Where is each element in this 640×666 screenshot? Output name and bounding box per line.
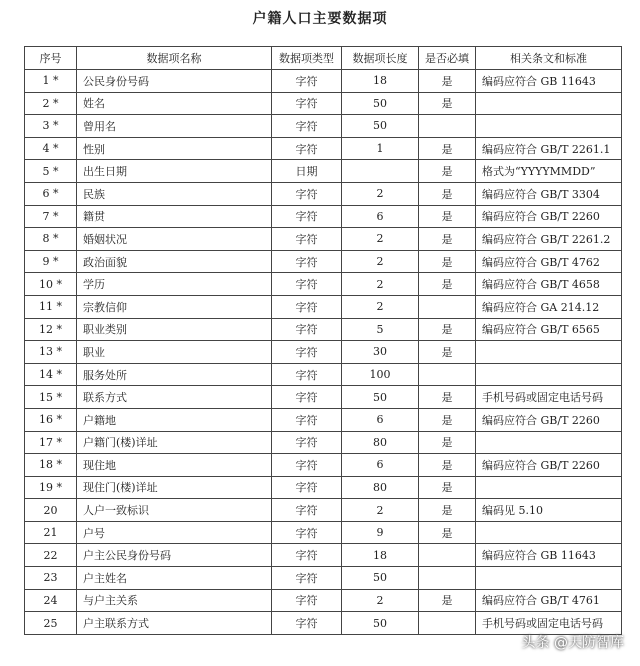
cell-required: 是 <box>419 137 476 160</box>
cell-length: 2 <box>342 250 419 273</box>
cell-no: 19 * <box>25 476 77 499</box>
cell-name: 联系方式 <box>77 386 272 409</box>
cell-no: 17 * <box>25 431 77 454</box>
cell-standard: 编码应符合 GB/T 2261.1 <box>476 137 622 160</box>
cell-required: 是 <box>419 408 476 431</box>
cell-required: 是 <box>419 228 476 251</box>
cell-required: 是 <box>419 386 476 409</box>
table-row <box>25 567 622 590</box>
cell-standard <box>476 431 622 454</box>
cell-name: 公民身份号码 <box>77 70 272 93</box>
cell-standard <box>476 521 622 544</box>
header-no: 序号 <box>25 47 77 70</box>
data-items-table <box>24 46 622 635</box>
cell-standard: 编码应符合 GB/T 4761 <box>476 589 622 612</box>
cell-required: 是 <box>419 205 476 228</box>
cell-type: 字符 <box>272 589 342 612</box>
cell-name: 职业 <box>77 341 272 364</box>
cell-length: 50 <box>342 92 419 115</box>
table-row <box>25 476 622 499</box>
cell-name: 户主联系方式 <box>77 612 272 635</box>
cell-standard: 编码应符合 GB/T 2261.2 <box>476 228 622 251</box>
cell-name: 户主公民身份号码 <box>77 544 272 567</box>
cell-required <box>419 115 476 138</box>
cell-type: 日期 <box>272 160 342 183</box>
cell-name: 户籍门(楼)详址 <box>77 431 272 454</box>
cell-type: 字符 <box>272 92 342 115</box>
cell-type: 字符 <box>272 341 342 364</box>
cell-type: 字符 <box>272 612 342 635</box>
cell-required <box>419 544 476 567</box>
cell-required: 是 <box>419 92 476 115</box>
cell-type: 字符 <box>272 228 342 251</box>
cell-required: 是 <box>419 70 476 93</box>
cell-required: 是 <box>419 476 476 499</box>
cell-standard: 格式为“YYYYMMDD” <box>476 160 622 183</box>
cell-type: 字符 <box>272 431 342 454</box>
cell-name: 宗教信仰 <box>77 295 272 318</box>
cell-length: 5 <box>342 318 419 341</box>
cell-standard <box>476 115 622 138</box>
cell-standard: 编码应符合 GB/T 3304 <box>476 182 622 205</box>
cell-type: 字符 <box>272 363 342 386</box>
cell-type: 字符 <box>272 499 342 522</box>
cell-name: 与户主关系 <box>77 589 272 612</box>
table-row <box>25 273 622 296</box>
table-row <box>25 431 622 454</box>
cell-no: 20 <box>25 499 77 522</box>
cell-name: 服务处所 <box>77 363 272 386</box>
cell-no: 18 * <box>25 454 77 477</box>
cell-required: 是 <box>419 431 476 454</box>
table-row <box>25 318 622 341</box>
cell-required <box>419 295 476 318</box>
cell-required: 是 <box>419 273 476 296</box>
table-row <box>25 115 622 138</box>
cell-length: 50 <box>342 567 419 590</box>
cell-type: 字符 <box>272 273 342 296</box>
cell-length: 100 <box>342 363 419 386</box>
cell-standard: 编码应符合 GB 11643 <box>476 70 622 93</box>
cell-required: 是 <box>419 589 476 612</box>
cell-length: 80 <box>342 476 419 499</box>
cell-no: 11 * <box>25 295 77 318</box>
cell-standard <box>476 476 622 499</box>
cell-standard <box>476 363 622 386</box>
cell-standard <box>476 341 622 364</box>
cell-no: 6 * <box>25 182 77 205</box>
cell-length: 50 <box>342 115 419 138</box>
cell-length: 6 <box>342 408 419 431</box>
cell-required: 是 <box>419 318 476 341</box>
cell-type: 字符 <box>272 137 342 160</box>
cell-type: 字符 <box>272 250 342 273</box>
cell-name: 婚姻状况 <box>77 228 272 251</box>
cell-length: 2 <box>342 273 419 296</box>
table-row <box>25 341 622 364</box>
cell-standard: 编码应符合 GB 11643 <box>476 544 622 567</box>
table-row <box>25 228 622 251</box>
cell-length: 2 <box>342 182 419 205</box>
cell-standard: 编码应符合 GB/T 2260 <box>476 454 622 477</box>
cell-no: 21 <box>25 521 77 544</box>
cell-name: 人户一致标识 <box>77 499 272 522</box>
table-row <box>25 499 622 522</box>
cell-length <box>342 160 419 183</box>
cell-no: 22 <box>25 544 77 567</box>
header-standard: 相关条文和标准 <box>476 47 622 70</box>
cell-no: 16 * <box>25 408 77 431</box>
cell-no: 7 * <box>25 205 77 228</box>
cell-type: 字符 <box>272 521 342 544</box>
cell-length: 6 <box>342 205 419 228</box>
table-row <box>25 544 622 567</box>
cell-length: 2 <box>342 589 419 612</box>
cell-length: 80 <box>342 431 419 454</box>
header-name: 数据项名称 <box>77 47 272 70</box>
cell-name: 职业类别 <box>77 318 272 341</box>
cell-no: 23 <box>25 567 77 590</box>
cell-no: 25 <box>25 612 77 635</box>
cell-length: 18 <box>342 544 419 567</box>
cell-name: 户号 <box>77 521 272 544</box>
cell-required: 是 <box>419 182 476 205</box>
cell-length: 6 <box>342 454 419 477</box>
cell-standard: 手机号码或固定电话号码 <box>476 612 622 635</box>
header-type: 数据项类型 <box>272 47 342 70</box>
cell-name: 户籍地 <box>77 408 272 431</box>
cell-standard: 编码应符合 GB/T 6565 <box>476 318 622 341</box>
cell-no: 13 * <box>25 341 77 364</box>
cell-standard: 编码见 5.10 <box>476 499 622 522</box>
cell-type: 字符 <box>272 182 342 205</box>
table-row <box>25 92 622 115</box>
cell-no: 4 * <box>25 137 77 160</box>
cell-standard <box>476 92 622 115</box>
table-row <box>25 612 622 635</box>
cell-name: 政治面貌 <box>77 250 272 273</box>
table-row <box>25 589 622 612</box>
cell-length: 2 <box>342 295 419 318</box>
table-row <box>25 250 622 273</box>
cell-required <box>419 363 476 386</box>
cell-type: 字符 <box>272 70 342 93</box>
cell-no: 9 * <box>25 250 77 273</box>
table-row <box>25 521 622 544</box>
cell-length: 2 <box>342 499 419 522</box>
cell-no: 10 * <box>25 273 77 296</box>
header-required: 是否必填 <box>419 47 476 70</box>
cell-required: 是 <box>419 160 476 183</box>
cell-standard: 编码应符合 GB/T 2260 <box>476 408 622 431</box>
cell-length: 9 <box>342 521 419 544</box>
cell-no: 8 * <box>25 228 77 251</box>
cell-length: 18 <box>342 70 419 93</box>
table-row <box>25 137 622 160</box>
table-title: 户籍人口主要数据项 <box>252 11 388 27</box>
cell-type: 字符 <box>272 318 342 341</box>
cell-standard: 编码应符合 GA 214.12 <box>476 295 622 318</box>
table-row <box>25 182 622 205</box>
cell-no: 1 * <box>25 70 77 93</box>
table-row <box>25 295 622 318</box>
cell-length: 50 <box>342 386 419 409</box>
cell-type: 字符 <box>272 408 342 431</box>
cell-type: 字符 <box>272 295 342 318</box>
cell-standard: 编码应符合 GB/T 4762 <box>476 250 622 273</box>
cell-name: 现住地 <box>77 454 272 477</box>
table-row <box>25 205 622 228</box>
cell-length: 1 <box>342 137 419 160</box>
cell-no: 14 * <box>25 363 77 386</box>
table-row <box>25 160 622 183</box>
cell-no: 15 * <box>25 386 77 409</box>
cell-type: 字符 <box>272 386 342 409</box>
cell-no: 5 * <box>25 160 77 183</box>
cell-required: 是 <box>419 454 476 477</box>
cell-length: 30 <box>342 341 419 364</box>
cell-type: 字符 <box>272 205 342 228</box>
cell-length: 2 <box>342 228 419 251</box>
cell-required <box>419 567 476 590</box>
cell-type: 字符 <box>272 115 342 138</box>
table-row <box>25 408 622 431</box>
cell-standard: 手机号码或固定电话号码 <box>476 386 622 409</box>
cell-standard <box>476 567 622 590</box>
table-row <box>25 386 622 409</box>
cell-name: 籍贯 <box>77 205 272 228</box>
cell-name: 曾用名 <box>77 115 272 138</box>
cell-name: 现住门(楼)详址 <box>77 476 272 499</box>
cell-name: 姓名 <box>77 92 272 115</box>
cell-no: 3 * <box>25 115 77 138</box>
table-header-row <box>25 47 622 70</box>
cell-required: 是 <box>419 341 476 364</box>
cell-required <box>419 612 476 635</box>
table-row <box>25 363 622 386</box>
cell-name: 学历 <box>77 273 272 296</box>
cell-name: 户主姓名 <box>77 567 272 590</box>
cell-type: 字符 <box>272 454 342 477</box>
cell-required: 是 <box>419 499 476 522</box>
table-row <box>25 454 622 477</box>
cell-required: 是 <box>419 521 476 544</box>
cell-length: 50 <box>342 612 419 635</box>
watermark: 头条 @天防智库 <box>521 635 624 651</box>
cell-type: 字符 <box>272 567 342 590</box>
cell-type: 字符 <box>272 476 342 499</box>
cell-required: 是 <box>419 250 476 273</box>
cell-standard: 编码应符合 GB/T 2260 <box>476 205 622 228</box>
cell-no: 12 * <box>25 318 77 341</box>
cell-name: 性别 <box>77 137 272 160</box>
header-length: 数据项长度 <box>342 47 419 70</box>
cell-name: 出生日期 <box>77 160 272 183</box>
cell-standard: 编码应符合 GB/T 4658 <box>476 273 622 296</box>
table-row <box>25 70 622 93</box>
cell-name: 民族 <box>77 182 272 205</box>
cell-type: 字符 <box>272 544 342 567</box>
cell-no: 24 <box>25 589 77 612</box>
cell-no: 2 * <box>25 92 77 115</box>
